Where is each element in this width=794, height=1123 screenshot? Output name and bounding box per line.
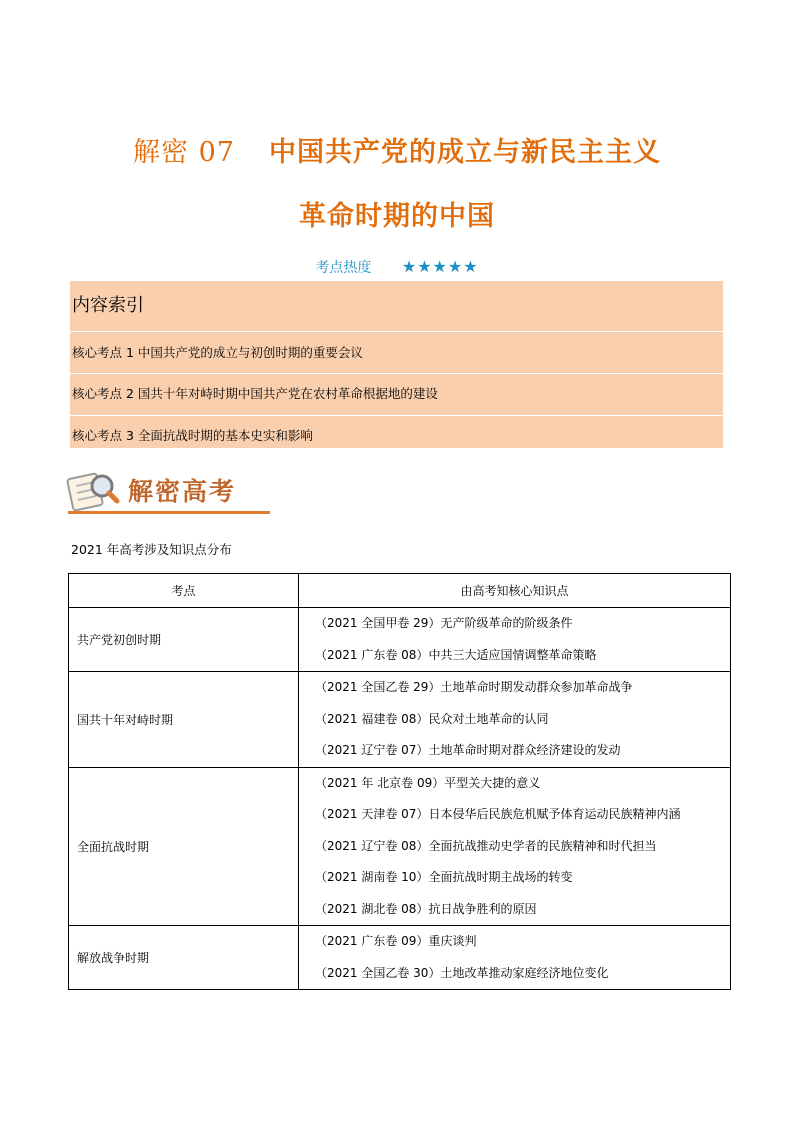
index-heading: 内容索引 xyxy=(72,295,144,316)
knowledge-point: （2021 广东卷 08）中共三大适应国情调整革命策略 xyxy=(315,647,597,662)
title-number: 解密 07 xyxy=(133,137,235,168)
index-item: 核心考点 3 全面抗战时期的基本史实和影响 xyxy=(72,428,313,443)
knowledge-point: （2021 辽宁卷 07）土地革命时期对群众经济建设的发动 xyxy=(315,743,621,757)
banner-underline xyxy=(68,511,270,514)
section-banner xyxy=(62,466,272,518)
heat-label: 考点热度 xyxy=(315,260,372,276)
header-points: 由高考知核心知识点 xyxy=(299,574,731,608)
knowledge-distribution-table xyxy=(68,573,731,990)
divider xyxy=(70,415,723,416)
knowledge-point: （2021 湖北卷 08）抗日战争胜利的原因 xyxy=(315,901,537,916)
knowledge-point: （2021 年 北京卷 09）平型关大捷的意义 xyxy=(315,775,541,790)
index-item: 核心考点 2 国共十年对峙时期中国共产党在农村革命根据地的建设 xyxy=(72,386,438,401)
knowledge-point: （2021 天津卷 07）日本侵华后民族危机赋予体育运动民族精神内涵 xyxy=(315,807,681,821)
table-row xyxy=(69,672,731,768)
table-row xyxy=(69,767,731,926)
magnifier-notebook-icon xyxy=(62,466,122,516)
table-row xyxy=(69,926,731,990)
knowledge-point: （2021 全国甲卷 29）无产阶级革命的阶级条件 xyxy=(315,616,573,630)
page-title-line1 xyxy=(0,130,794,169)
content-index xyxy=(70,281,723,448)
title-text-line1: 中国共产党的成立与新民主主义 xyxy=(268,137,661,168)
page-title-line2: 革命时期的中国 xyxy=(299,201,495,232)
points-cell xyxy=(299,767,731,926)
heat-rating xyxy=(0,257,794,277)
divider xyxy=(70,373,723,374)
points-cell xyxy=(299,608,731,672)
topic-cell: 国共十年对峙时期 xyxy=(69,672,299,768)
table-row xyxy=(69,608,731,672)
banner-text: 解密高考 xyxy=(128,477,237,506)
knowledge-point: （2021 湖南卷 10）全面抗战时期主战场的转变 xyxy=(315,870,573,884)
topic-cell: 解放战争时期 xyxy=(69,926,299,990)
table-caption: 2021 年高考涉及知识点分布 xyxy=(71,542,232,557)
index-item: 核心考点 1 中国共产党的成立与初创时期的重要会议 xyxy=(72,345,363,360)
star-rating-icon: ★★★★★ xyxy=(401,257,479,276)
header-topic: 考点 xyxy=(69,574,299,608)
divider xyxy=(70,331,723,332)
table-header-row xyxy=(69,574,731,608)
topic-cell: 共产党初创时期 xyxy=(69,608,299,672)
knowledge-point: （2021 福建卷 08）民众对土地革命的认同 xyxy=(315,711,549,726)
points-cell xyxy=(299,926,731,990)
topic-cell: 全面抗战时期 xyxy=(69,767,299,926)
knowledge-point: （2021 全国乙卷 29）土地革命时期发动群众参加革命战争 xyxy=(315,680,633,694)
points-cell xyxy=(299,672,731,768)
knowledge-point: （2021 全国乙卷 30）土地改革推动家庭经济地位变化 xyxy=(315,965,609,980)
knowledge-point: （2021 广东卷 09）重庆谈判 xyxy=(315,934,477,948)
knowledge-point: （2021 辽宁卷 08）全面抗战推动史学者的民族精神和时代担当 xyxy=(315,838,657,853)
